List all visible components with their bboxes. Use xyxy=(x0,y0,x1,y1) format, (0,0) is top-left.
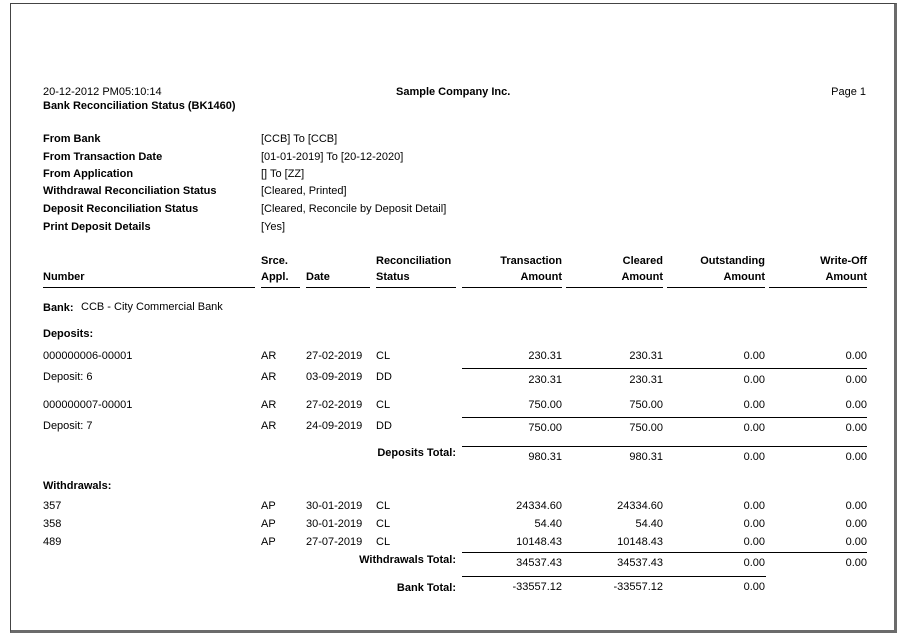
criteria-value: [Cleared, Reconcile by Deposit Detail] xyxy=(261,203,447,215)
col-header-appl: Appl. xyxy=(261,271,289,283)
criteria-value: [01-01-2019] To [20-12-2020] xyxy=(261,151,404,163)
total-outstanding-amount: 0.00 xyxy=(743,451,765,463)
criteria-label: Deposit Reconciliation Status xyxy=(43,203,199,215)
row-writeoff-amount: 0.00 xyxy=(845,422,867,434)
col-header-outstanding: Outstanding xyxy=(700,255,765,267)
row-transaction-amount: 54.40 xyxy=(534,518,562,530)
row-status: CL xyxy=(376,350,391,362)
criteria-value: [CCB] To [CCB] xyxy=(261,133,338,145)
row-number: Deposit: 6 xyxy=(43,371,93,383)
row-number: 489 xyxy=(43,536,62,548)
row-appl: AP xyxy=(261,518,276,530)
row-appl: AR xyxy=(261,399,277,411)
row-writeoff-amount: 0.00 xyxy=(845,536,867,548)
withdrawals-label: Withdrawals: xyxy=(43,480,112,492)
page-number: Page 1 xyxy=(831,86,866,98)
criteria-label: From Transaction Date xyxy=(43,151,163,163)
col-header-srce: Srce. xyxy=(261,255,288,267)
col-header-transaction-amount: Amount xyxy=(520,271,562,283)
col-header-cleared: Cleared xyxy=(622,255,663,267)
row-transaction-amount: 750.00 xyxy=(528,422,562,434)
bank-total-label: Bank Total: xyxy=(396,582,456,594)
row-cleared-amount: 54.40 xyxy=(635,518,663,530)
row-outstanding-amount: 0.00 xyxy=(743,536,765,548)
row-transaction-amount: 750.00 xyxy=(528,399,562,411)
row-writeoff-amount: 0.00 xyxy=(845,399,867,411)
total-transaction-amount: 980.31 xyxy=(528,451,562,463)
row-cleared-amount: 230.31 xyxy=(629,350,663,362)
col-header-transaction: Transaction xyxy=(500,255,562,267)
row-status: CL xyxy=(376,518,391,530)
row-date: 30-01-2019 xyxy=(306,500,363,512)
row-outstanding-amount: 0.00 xyxy=(743,500,765,512)
row-status: DD xyxy=(376,420,392,432)
row-appl: AR xyxy=(261,371,277,383)
row-transaction-amount: 230.31 xyxy=(528,374,562,386)
total-cleared-amount: 34537.43 xyxy=(617,557,663,569)
row-date: 27-02-2019 xyxy=(306,399,363,411)
row-outstanding-amount: 0.00 xyxy=(743,518,765,530)
row-appl: AR xyxy=(261,420,277,432)
header-underline xyxy=(462,287,562,288)
header-underline xyxy=(566,287,663,288)
criteria-value: [Cleared, Printed] xyxy=(261,185,347,197)
row-date: 27-07-2019 xyxy=(306,536,363,548)
row-number: 000000007-00001 xyxy=(43,399,133,411)
row-number: 357 xyxy=(43,500,62,512)
row-outstanding-amount: 0.00 xyxy=(743,399,765,411)
row-status: CL xyxy=(376,399,391,411)
total-line xyxy=(462,446,867,447)
report-title: Bank Reconciliation Status (BK1460) xyxy=(43,100,236,112)
col-header-cleared-amount: Amount xyxy=(621,271,663,283)
col-header-outstanding-amount: Amount xyxy=(723,271,765,283)
row-transaction-amount: 24334.60 xyxy=(516,500,562,512)
total-cleared-amount: 980.31 xyxy=(629,451,663,463)
col-header-recon: Reconciliation xyxy=(376,255,452,267)
row-date: 24-09-2019 xyxy=(306,420,363,432)
row-date: 30-01-2019 xyxy=(306,518,363,530)
row-cleared-amount: 750.00 xyxy=(629,399,663,411)
header-underline xyxy=(306,287,370,288)
row-cleared-amount: 750.00 xyxy=(629,422,663,434)
row-cleared-amount: 10148.43 xyxy=(617,536,663,548)
row-writeoff-amount: 0.00 xyxy=(845,518,867,530)
col-header-status: Status xyxy=(376,271,410,283)
header-underline xyxy=(376,287,456,288)
total-transaction-amount: 34537.43 xyxy=(516,557,562,569)
header-underline xyxy=(43,287,255,288)
criteria-label: From Bank xyxy=(43,133,101,145)
criteria-label: Withdrawal Reconciliation Status xyxy=(43,185,217,197)
header-underline xyxy=(261,287,300,288)
bank-name: CCB - City Commercial Bank xyxy=(81,301,223,313)
row-writeoff-amount: 0.00 xyxy=(845,500,867,512)
col-header-number: Number xyxy=(43,271,85,283)
subtotal-line xyxy=(462,417,867,418)
row-writeoff-amount: 0.00 xyxy=(845,350,867,362)
row-status: CL xyxy=(376,500,391,512)
col-header-date: Date xyxy=(306,271,330,283)
row-status: CL xyxy=(376,536,391,548)
total-outstanding-amount: 0.00 xyxy=(743,557,765,569)
row-writeoff-amount: 0.00 xyxy=(845,374,867,386)
criteria-label: From Application xyxy=(43,168,134,180)
header-underline xyxy=(769,287,867,288)
row-status: DD xyxy=(376,371,392,383)
row-appl: AR xyxy=(261,350,277,362)
withdrawals-total-label: Withdrawals Total: xyxy=(359,554,456,566)
row-outstanding-amount: 0.00 xyxy=(743,350,765,362)
total-writeoff-amount: 0.00 xyxy=(845,557,867,569)
report-datetime: 20-12-2012 PM05:10:14 xyxy=(43,86,162,98)
row-appl: AP xyxy=(261,500,276,512)
bank-label: Bank: xyxy=(43,302,74,314)
row-outstanding-amount: 0.00 xyxy=(743,374,765,386)
criteria-value: [Yes] xyxy=(261,221,286,233)
row-number: Deposit: 7 xyxy=(43,420,93,432)
row-cleared-amount: 24334.60 xyxy=(617,500,663,512)
col-header-writeoff-amount: Amount xyxy=(825,271,867,283)
total-writeoff-amount: 0.00 xyxy=(845,451,867,463)
deposits-label: Deposits: xyxy=(43,328,94,340)
total-line xyxy=(462,552,867,553)
row-outstanding-amount: 0.00 xyxy=(743,422,765,434)
bank-total-cleared-amount: -33557.12 xyxy=(613,581,663,593)
bank-total-outstanding-amount: 0.00 xyxy=(743,581,765,593)
row-number: 358 xyxy=(43,518,62,530)
total-line xyxy=(462,576,766,577)
subtotal-line xyxy=(462,368,867,369)
row-appl: AP xyxy=(261,536,276,548)
criteria-label: Print Deposit Details xyxy=(43,221,151,233)
row-transaction-amount: 230.31 xyxy=(528,350,562,362)
row-date: 03-09-2019 xyxy=(306,371,363,383)
row-date: 27-02-2019 xyxy=(306,350,363,362)
header-underline xyxy=(667,287,765,288)
bank-total-transaction-amount: -33557.12 xyxy=(512,581,562,593)
row-cleared-amount: 230.31 xyxy=(629,374,663,386)
deposits-total-label: Deposits Total: xyxy=(377,447,456,459)
company-name: Sample Company Inc. xyxy=(396,86,511,98)
row-number: 000000006-00001 xyxy=(43,350,133,362)
criteria-value: [] To [ZZ] xyxy=(261,168,305,180)
col-header-writeoff: Write-Off xyxy=(820,255,867,267)
row-transaction-amount: 10148.43 xyxy=(516,536,562,548)
